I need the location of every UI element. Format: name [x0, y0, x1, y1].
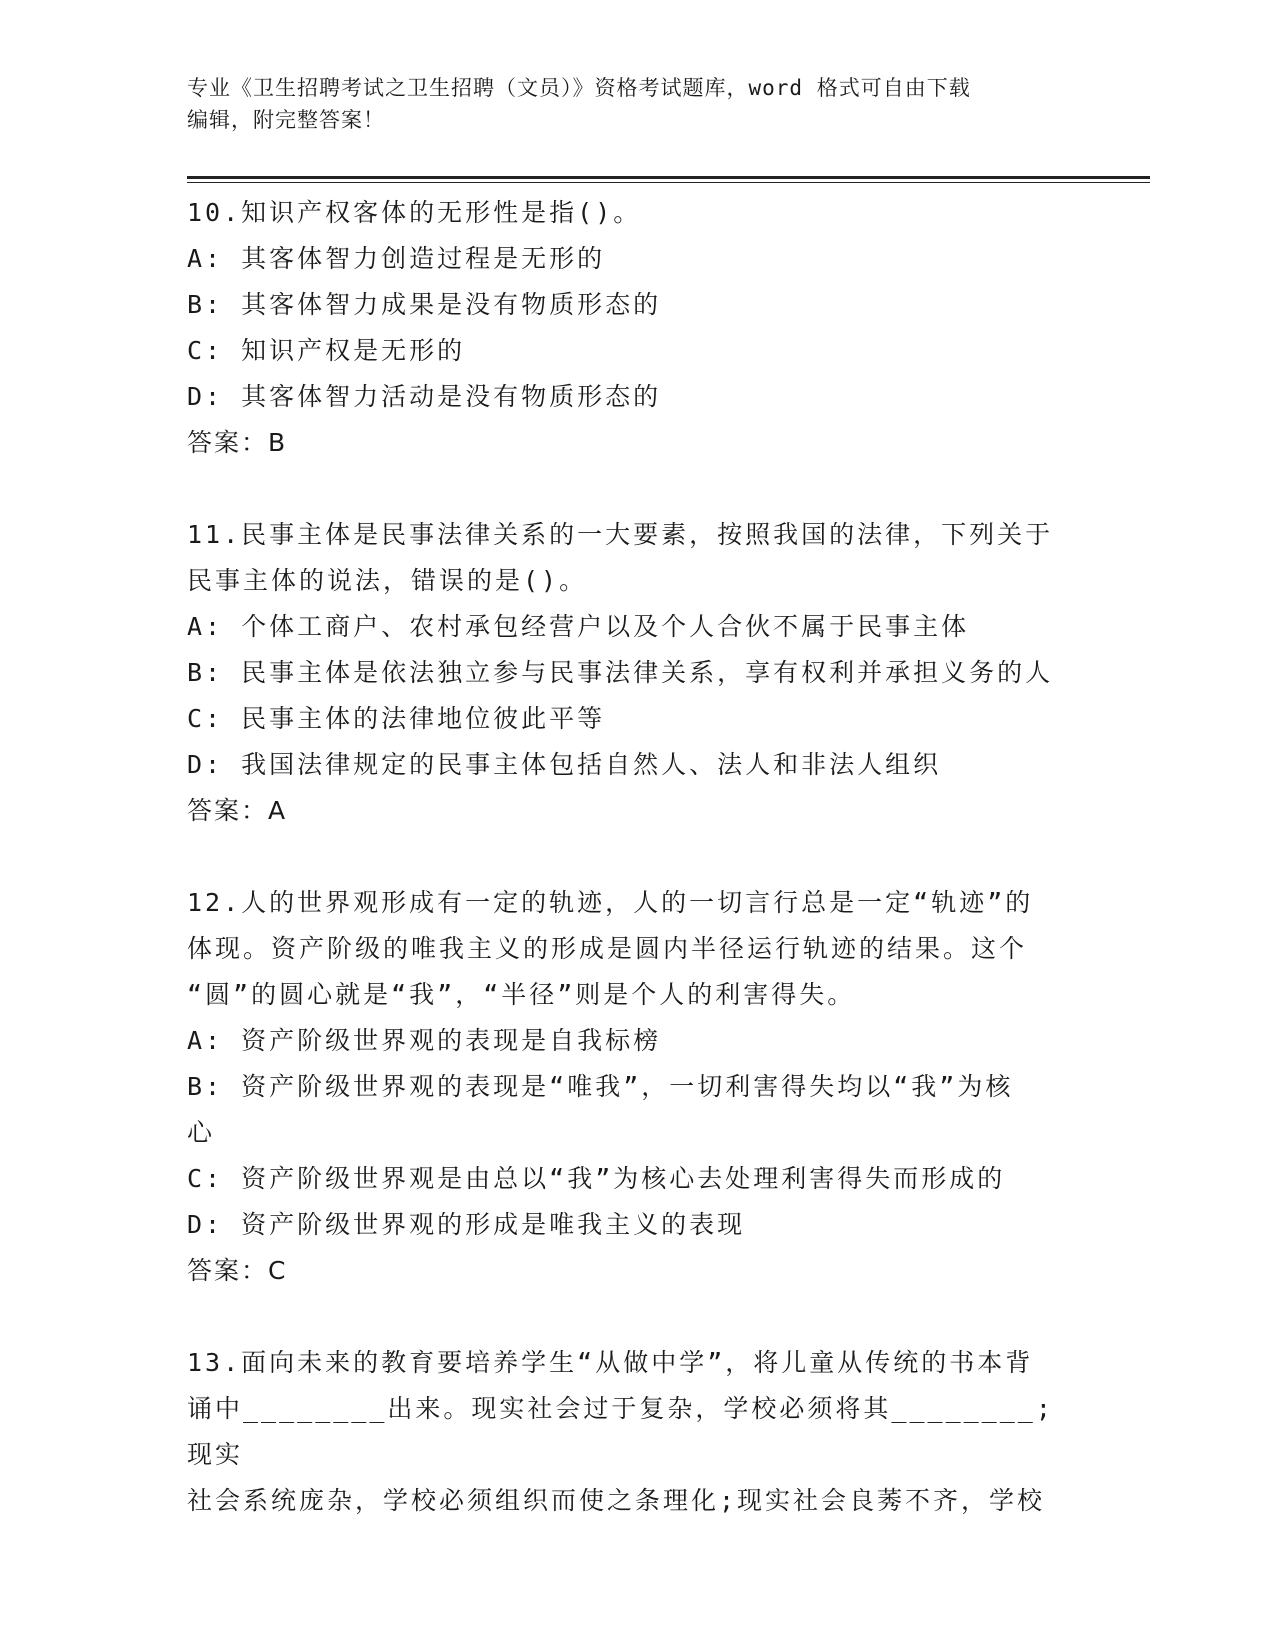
document-header: [187, 72, 1087, 136]
option-c: C: 知识产权是无形的: [187, 336, 466, 365]
option-d: D: 我国法律规定的民事主体包括自然人、法人和非法人组织: [187, 750, 942, 779]
question-stem-line: 12.人的世界观形成有一定的轨迹，人的一切言行总是一定“轨迹”的: [187, 888, 1034, 917]
option-b: B: 资产阶级世界观的表现是“唯我”，一切利害得失均以“我”为核: [187, 1072, 1014, 1101]
answer-label: 答案：B: [187, 428, 288, 457]
question-stem-line: 11.民事主体是民事法律关系的一大要素，按照我国的法律，下列关于: [187, 520, 1054, 549]
question-13: [187, 1340, 1072, 1524]
question-stem-line: “圆”的圆心就是“我”，“半径”则是个人的利害得失。: [187, 980, 856, 1009]
header-line-2: 编辑，附完整答案！: [187, 108, 385, 132]
question-11: [187, 512, 1072, 834]
option-c: C: 资产阶级世界观是由总以“我”为核心去处理利害得失而形成的: [187, 1164, 1006, 1193]
answer-label: 答案：C: [187, 1256, 288, 1285]
option-c: C: 民事主体的法律地位彼此平等: [187, 704, 606, 733]
option-d: D: 资产阶级世界观的形成是唯我主义的表现: [187, 1210, 746, 1239]
option-b: B: 民事主体是依法独立参与民事法律关系，享有权利并承担义务的人: [187, 658, 1054, 687]
option-d: D: 其客体智力活动是没有物质形态的: [187, 382, 662, 411]
question-list: [187, 190, 1072, 1524]
question-12: [187, 880, 1072, 1294]
option-a: A: 资产阶级世界观的表现是自我标榜: [187, 1026, 662, 1055]
question-stem-line: 10.知识产权客体的无形性是指()。: [187, 198, 642, 227]
header-divider-thick: [187, 176, 1150, 179]
option-b-continued: 心: [187, 1118, 216, 1147]
header-line-1: 专业《卫生招聘考试之卫生招聘（文员）》资格考试题库，word 格式可自由下载: [187, 76, 971, 100]
option-a: A: 其客体智力创造过程是无形的: [187, 244, 606, 273]
option-a: A: 个体工商户、农村承包经营户以及个人合伙不属于民事主体: [187, 612, 970, 641]
question-stem-line: 体现。资产阶级的唯我主义的形成是圆内半径运行轨迹的结果。这个: [187, 934, 1028, 963]
answer-label: 答案：A: [187, 796, 288, 825]
option-b: B: 其客体智力成果是没有物质形态的: [187, 290, 662, 319]
header-divider-thin: [187, 182, 1150, 183]
question-10: [187, 190, 1072, 466]
question-stem-line: 社会系统庞杂，学校必须组织而使之条理化;现实社会良莠不齐，学校: [187, 1486, 1046, 1515]
question-stem-line: 民事主体的说法，错误的是()。: [187, 566, 588, 595]
question-stem-line: 13.面向未来的教育要培养学生“从做中学”，将儿童从传统的书本背: [187, 1348, 1034, 1377]
question-stem-line: 诵中________出来。现实社会过于复杂，学校必须将其________;现实: [187, 1394, 1054, 1469]
